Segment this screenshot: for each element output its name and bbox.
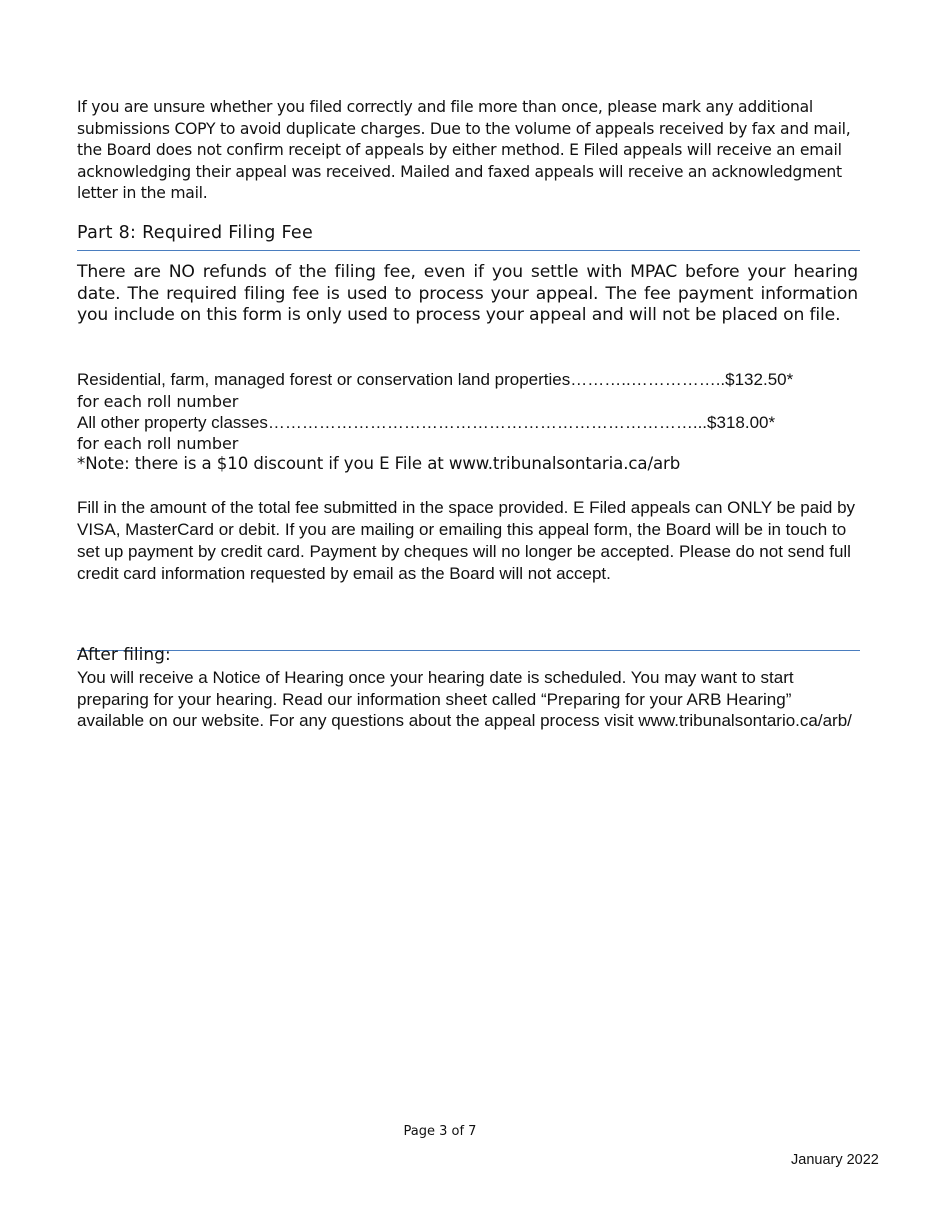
fee-other-line: All other property classes…………………………………………………………………...$318.00* xyxy=(77,413,776,432)
section-divider xyxy=(77,250,860,251)
payment-paragraph: Fill in the amount of the total fee submitted in the space provided. E Filed appeals can ONLY be paid by VISA, MasterCard or debit. If you are mailing or emailing this appeal form, the Board will be in touch to set up payment by credit card. Payment by cheques will no longer be accepted. Please do not send full credit card information requested by email as the Board will not accept. xyxy=(77,498,856,583)
fee-other-sub: for each roll number xyxy=(77,434,239,453)
refund-paragraph: There are NO refunds of the filing fee, even if you settle with MPAC before your hearing date. The required filing fee is used to process your appeal. The fee payment information you include on this form is only used to process your appeal and will not be placed on file. xyxy=(77,262,858,325)
footer-date: January 2022 xyxy=(791,1152,879,1168)
after-filing-paragraph: You will receive a Notice of Hearing once your hearing date is scheduled. You may want to start preparing for your hearing. Read our information sheet called “Preparing for your ARB Hearing” available on our website. For any questions about the appeal process visit www.tribunalsontario.ca/arb/ xyxy=(77,668,852,730)
fee-residential-line: Residential, farm, managed forest or conservation land properties………..……………..$132.50* xyxy=(77,370,794,389)
section-divider xyxy=(77,650,860,651)
discount-note: *Note: there is a $10 discount if you E File at www.tribunalsontaria.ca/arb xyxy=(77,454,681,473)
fee-residential-sub: for each roll number xyxy=(77,392,239,411)
part8-heading: Part 8: Required Filing Fee xyxy=(77,223,314,243)
intro-paragraph: If you are unsure whether you filed correctly and file more than once, please mark any additional submissions COPY to avoid duplicate charges. Due to the volume of appeals received by fax and mail, the Board does not confirm receipt of appeals by either method. E Filed appeals will receive an email acknowledging their appeal was received. Mailed and faxed appeals will receive an acknowledgment letter in the mail. xyxy=(77,98,851,202)
after-filing-heading: After filing: xyxy=(77,645,171,665)
page-number: Page 3 of 7 xyxy=(403,1124,477,1139)
